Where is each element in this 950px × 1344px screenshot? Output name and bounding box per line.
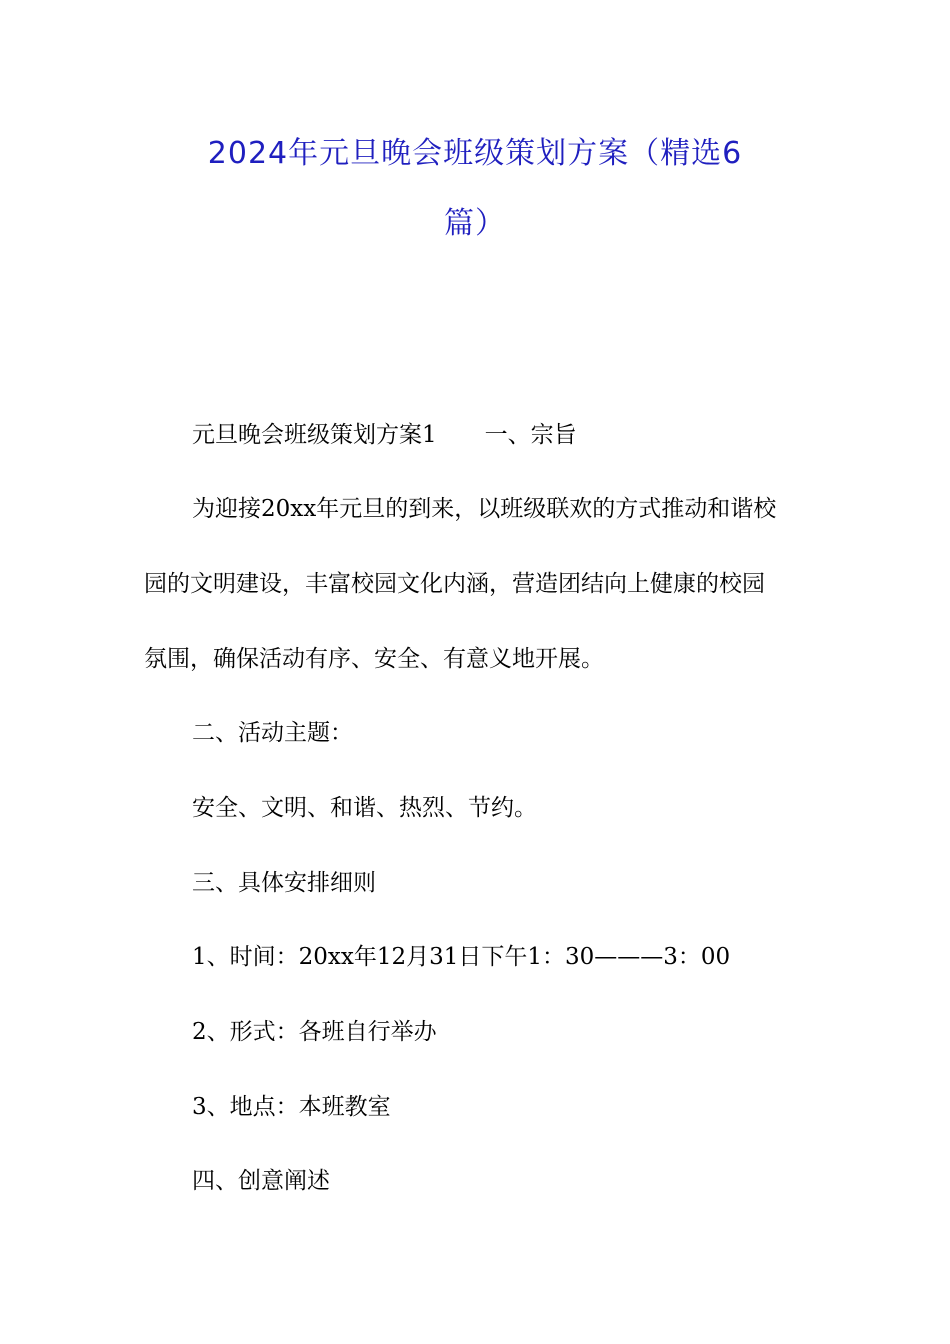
section-2-title: 二、活动主题： (192, 720, 353, 746)
plan-heading: 元旦晚会班级策划方案1 (192, 422, 437, 448)
document-title-line-1: 2024年元旦晚会班级策划方案（精选6 (207, 136, 743, 171)
document-title-line-2: 篇） (444, 206, 506, 241)
item-place: 3、地点：本班教室 (192, 1094, 391, 1120)
purpose-paragraph-line-3: 氛围，确保活动有序、安全、有意义地开展。 (144, 646, 604, 672)
purpose-paragraph-line-1: 为迎接20xx年元旦的到来，以班级联欢的方式推动和谐校 (192, 496, 777, 522)
theme-text: 安全、文明、和谐、热烈、节约。 (192, 795, 537, 821)
section-4-title: 四、创意阐述 (192, 1168, 330, 1194)
item-time: 1、时间：20xx年12月31日下午1：30———3：00 (192, 944, 731, 970)
item-form: 2、形式：各班自行举办 (192, 1019, 437, 1045)
plan-heading-row (192, 420, 577, 450)
section-3-title: 三、具体安排细则 (192, 870, 376, 896)
purpose-paragraph-line-2: 园的文明建设，丰富校园文化内涵，营造团结向上健康的校园 (144, 571, 765, 597)
section-1-title: 一、宗旨 (484, 422, 577, 448)
